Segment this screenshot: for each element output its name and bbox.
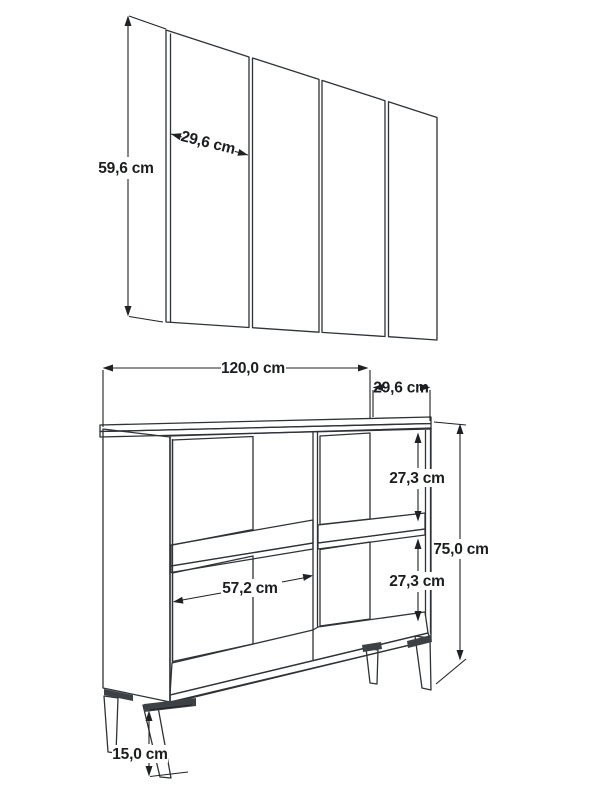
upper-compartment-label: 27,3 cm xyxy=(389,470,445,487)
shelf-left-top xyxy=(171,520,313,566)
cabinet-depth-dimension xyxy=(373,380,431,422)
panel-height-dimension xyxy=(98,16,166,323)
console-drawing xyxy=(100,417,432,778)
back-panel-upper-right xyxy=(320,433,370,525)
upper-compartment-dimension xyxy=(389,433,444,522)
leg-bracket xyxy=(362,642,382,652)
wall-panel xyxy=(253,58,320,332)
lower-compartment-label: 27,3 cm xyxy=(389,573,445,590)
cabinet-depth-label: 29,6 cm xyxy=(373,379,429,397)
panel-width-label: 29,6 cm xyxy=(179,128,237,158)
shelf-right-edge xyxy=(318,529,425,549)
back-panel-lower-right xyxy=(320,542,370,626)
wall-panel xyxy=(389,102,438,340)
panel-height-label: 59,6 cm xyxy=(98,160,154,177)
shelf-right-top xyxy=(318,513,425,543)
wall-panel xyxy=(166,30,249,328)
leg-front-left xyxy=(104,696,118,753)
leg-height-label: 15,0 cm xyxy=(112,746,168,763)
inner-width-label: 57,2 cm xyxy=(222,580,278,597)
inner-width-dimension xyxy=(173,574,313,604)
back-panel-upper-left xyxy=(173,437,254,546)
cabinet-height-label: 75,0 cm xyxy=(433,541,489,558)
cabinet-left-side xyxy=(103,429,170,702)
wall-panel xyxy=(322,80,385,336)
wall-panel-drawing xyxy=(166,30,437,340)
cabinet-width-label: 120,0 cm xyxy=(221,360,285,377)
cabinet-height-dimension xyxy=(433,422,488,684)
cabinet-width-dimension xyxy=(103,359,371,427)
panel-width-dimension xyxy=(171,128,248,158)
back-panel-lower-left xyxy=(173,556,254,662)
